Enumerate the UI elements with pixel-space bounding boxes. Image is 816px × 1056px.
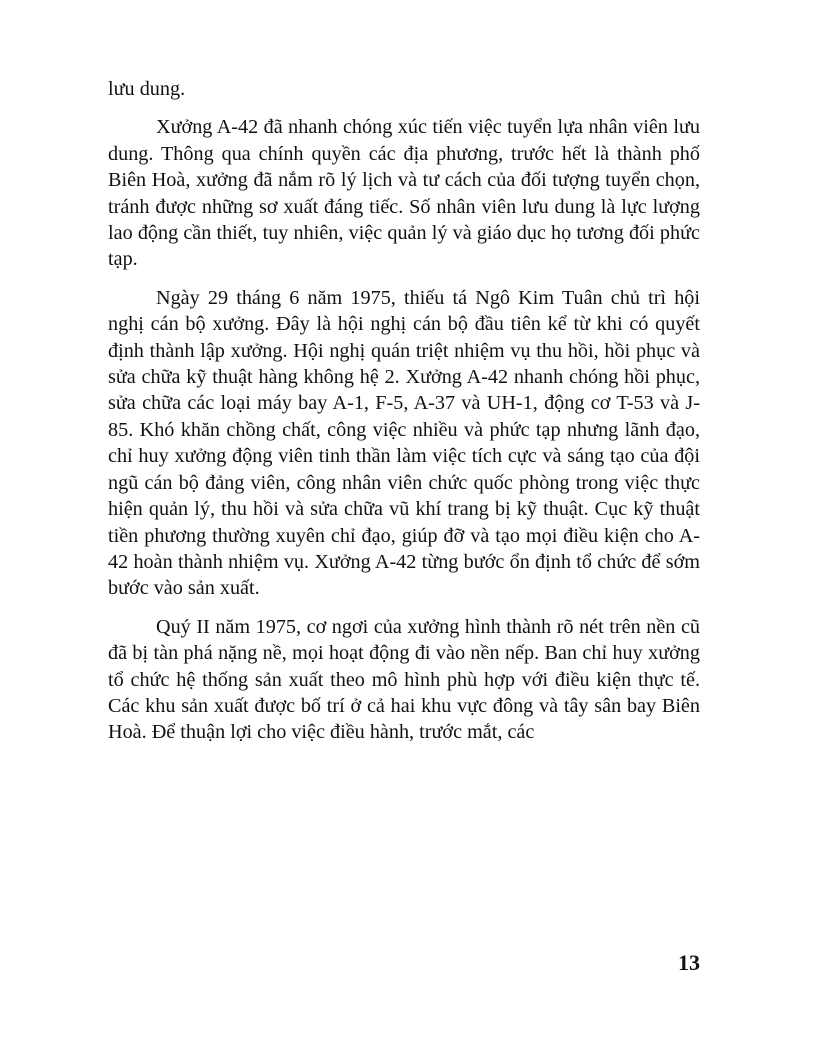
paragraph-recruitment: Xưởng A-42 đã nhanh chóng xúc tiến việc tuyển lựa nhân viên lưu dung. Thông qua chính quyền các địa phương, trước hết là thành phố Biên Hoà, xưởng đã nắm rõ lý lịch và tư cách của đối tượng tuyển chọn, tránh được những sơ xuất đáng tiếc. Số nhân viên lưu dung là lực lượng lao động cần thiết, tuy nhiên, việc quản lý và giáo dục họ tương đối phức tạp.: [108, 116, 700, 271]
paragraph-continuation: lưu dung.: [108, 78, 186, 100]
paragraph-quarter-two: Quý II năm 1975, cơ ngơi của xưởng hình thành rõ nét trên nền cũ đã bị tàn phá nặng nề, mọi hoạt động đi vào nền nếp. Ban chỉ huy xưởng tổ chức hệ thống sản xuất theo mô hình phù hợp với điều kiện thực tế. Các khu sản xuất được bố trí ở cả hai khu vực đông và tây sân bay Biên Hoà. Để thuận lợi cho việc điều hành, trước mắt, các: [108, 615, 700, 744]
paragraph-conference: Ngày 29 tháng 6 năm 1975, thiếu tá Ngô Kim Tuân chủ trì hội nghị cán bộ xưởng. Đây là hội nghị cán bộ đầu tiên kể từ khi có quyết định thành lập xưởng. Hội nghị quán triệt nhiệm vụ thu hồi, hồi phục và sửa chữa kỹ thuật hàng không hệ 2. Xưởng A-42 nhanh chóng hồi phục, sửa chữa các loại máy bay A-1, F-5, A-37 và UH-1, động cơ T-53 và J-85. Khó khăn chồng chất, công việc nhiều và phức tạp nhưng lãnh đạo, chỉ huy xưởng động viên tinh thần làm việc tích cực và sáng tạo của đội ngũ cán bộ đảng viên, công nhân viên chức quốc phòng trong việc thực hiện quản lý, thu hồi và sửa chữa vũ khí trang bị kỹ thuật. Cục kỹ thuật tiền phương thường xuyên chỉ đạo, giúp đỡ và tạo mọi điều kiện cho A-42 hoàn thành nhiệm vụ. Xưởng A-42 từng bước ổn định tổ chức để sớm bước vào sản xuất.: [108, 286, 700, 600]
page-number: 13: [678, 950, 700, 975]
page-body: [108, 76, 700, 758]
